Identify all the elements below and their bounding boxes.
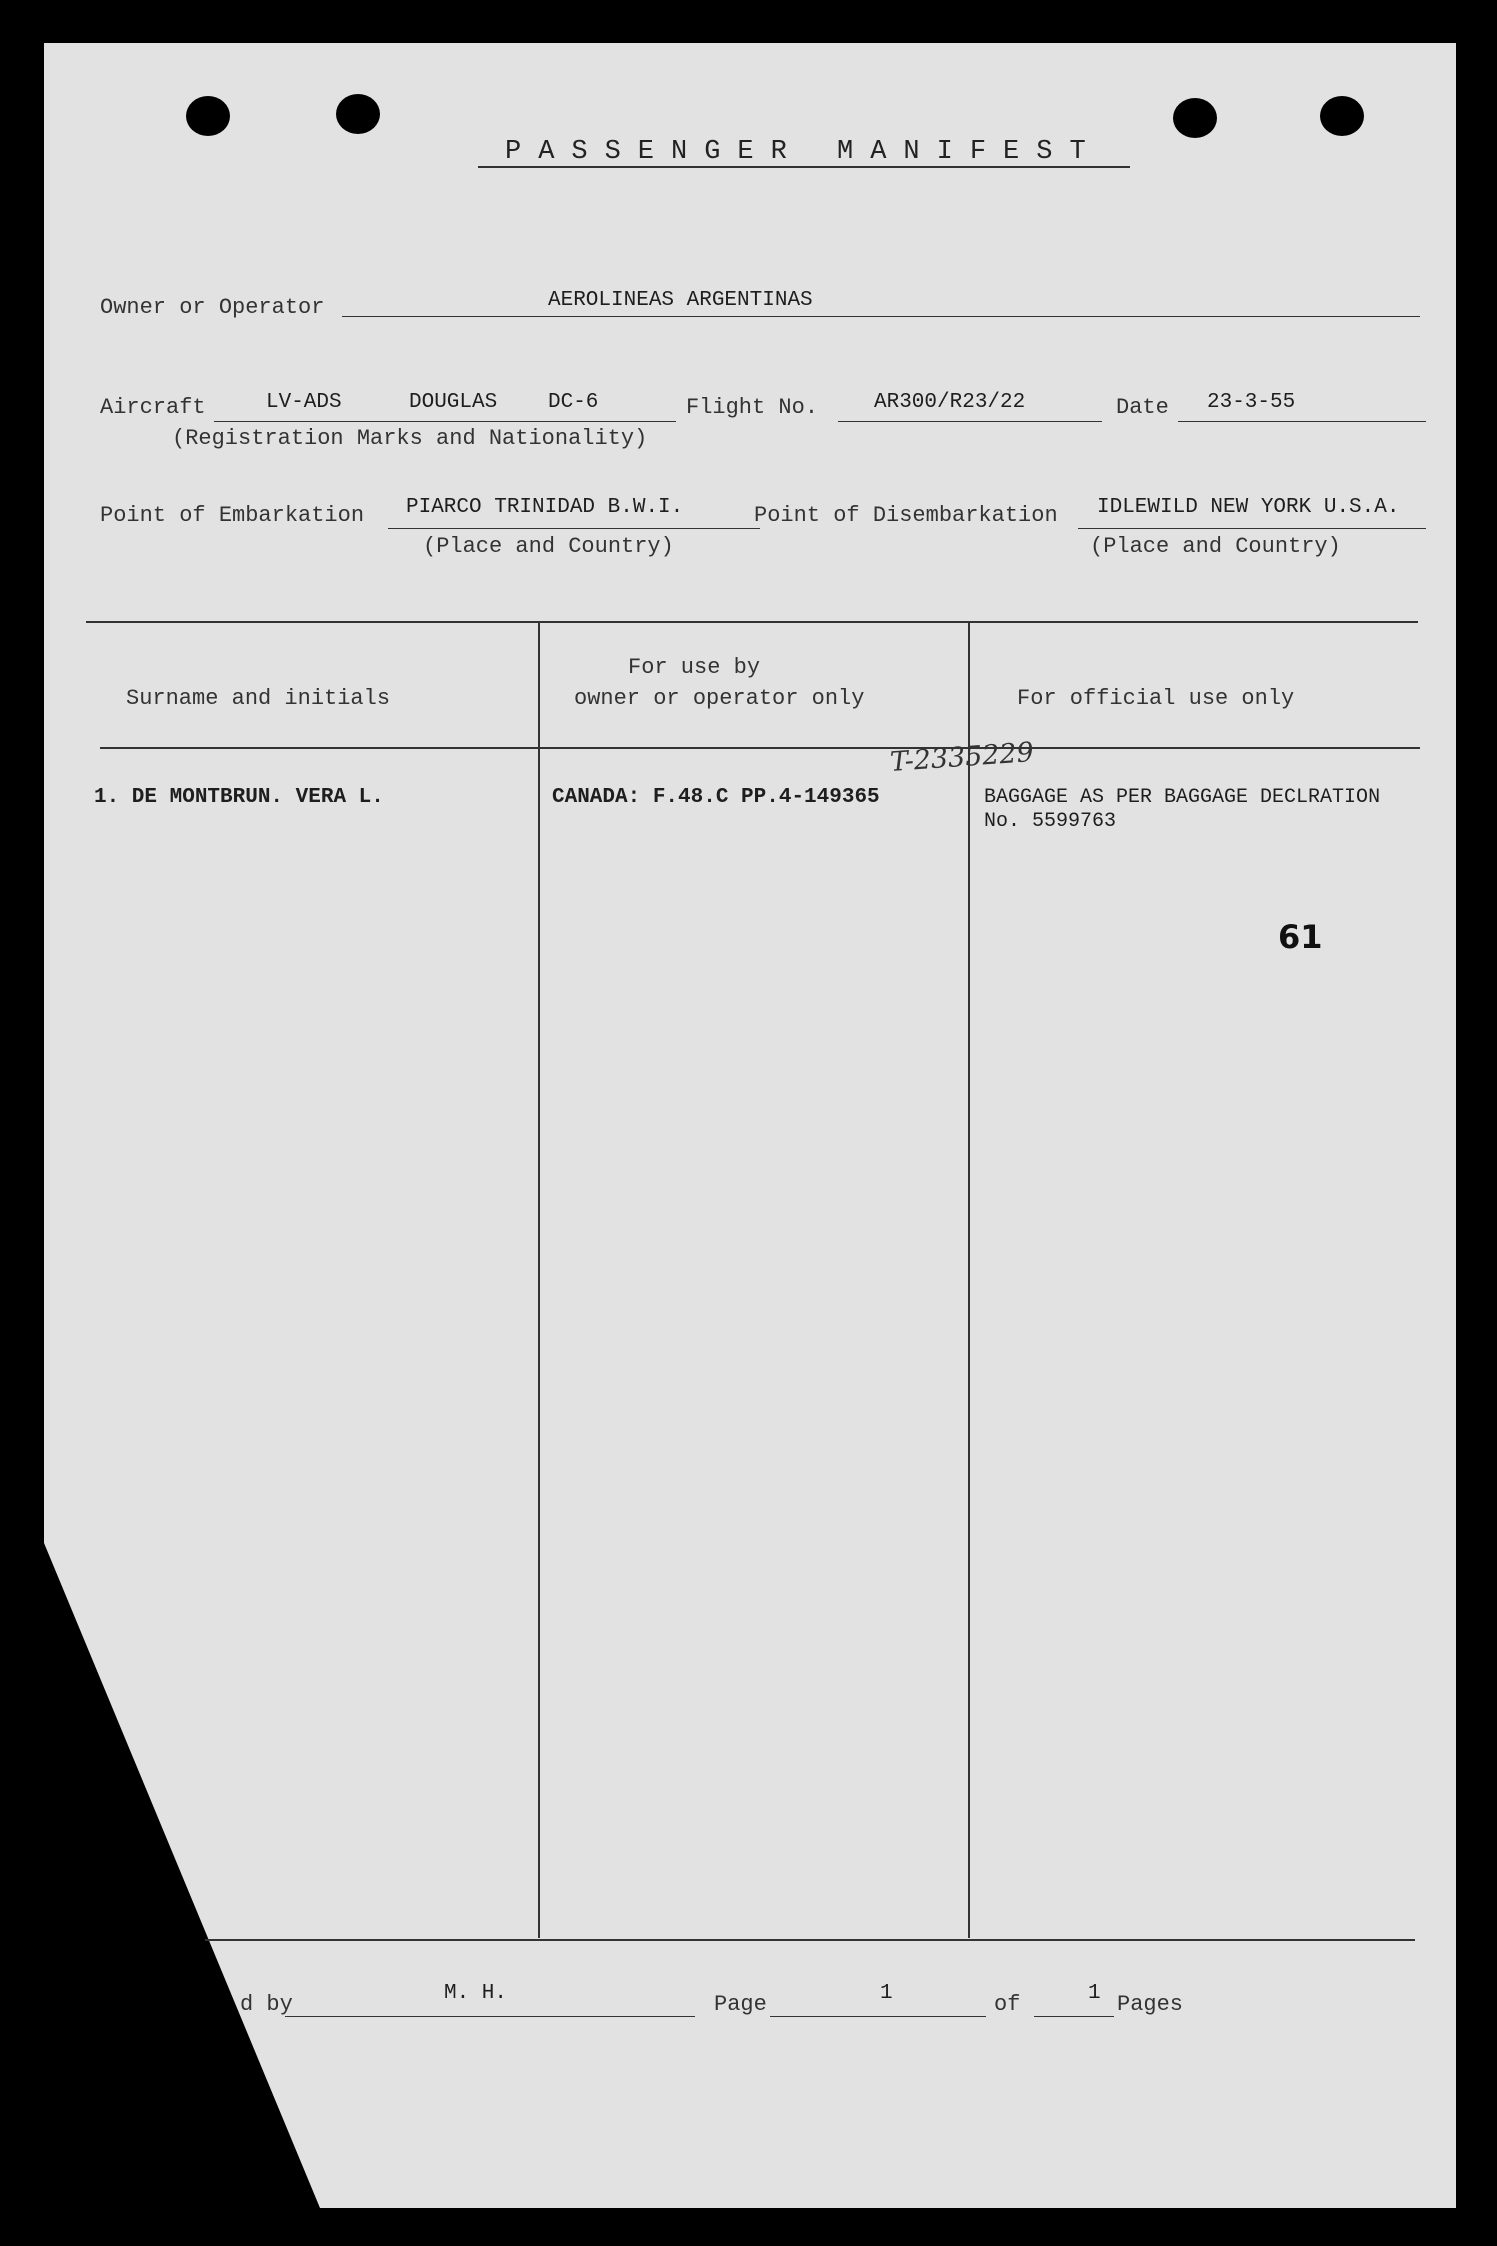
title-underline [478,166,1130,168]
table-top-rule [86,621,1418,623]
punch-hole [1320,96,1364,136]
passenger-name: 1. DE MONTBRUN. VERA L. [94,786,384,809]
disembarkation-caption: (Place and Country) [1090,534,1341,559]
aircraft-line [214,421,676,422]
table-divider-2 [968,622,970,1938]
total-pages: 1 [1088,1982,1101,2005]
aircraft-model: DC-6 [548,391,599,414]
flight-label: Flight No. [686,395,819,420]
disembarkation-value: IDLEWILD NEW YORK U.S.A. [1097,496,1400,519]
header-official: For official use only [1017,686,1295,711]
pages-label: Pages [1117,1992,1184,2017]
header-owner-line2: owner or operator only [574,686,865,711]
punch-hole [1173,98,1217,138]
embarkation-caption: (Place and Country) [423,534,674,559]
table-header-rule [100,747,1420,749]
date-label: Date [1116,395,1169,420]
embarkation-value: PIARCO TRINIDAD B.W.I. [406,496,684,519]
date-line [1178,421,1426,422]
page-value: 1 [880,1982,893,2005]
embarkation-line [388,528,760,529]
aircraft-make: DOUGLAS [409,391,498,414]
stamp-number: 61 [1278,918,1323,956]
page-label: Page [714,1992,767,2017]
date-value: 23-3-55 [1207,391,1296,414]
handwritten-note: T-2335229 [889,737,1035,778]
table-divider-1 [538,622,540,1938]
owner-line [342,316,1420,317]
signed-label: d by [240,1992,293,2017]
punch-hole [336,94,380,134]
aircraft-label: Aircraft [100,395,206,420]
embarkation-label: Point of Embarkation [100,503,365,528]
header-surname: Surname and initials [126,686,391,711]
total-pages-line [1034,2016,1114,2017]
of-label: of [994,1992,1021,2017]
passenger-document: CANADA: F.48.C PP.4-149365 [552,786,880,809]
manifest-sheet [44,43,1456,2208]
disembarkation-label: Point of Disembarkation [754,503,1058,528]
aircraft-caption: (Registration Marks and Nationality) [172,426,648,451]
official-note-line1: BAGGAGE AS PER BAGGAGE DECLRATION [984,786,1381,809]
header-owner-line1: For use by [628,655,761,680]
official-note-line2: No. 5599763 [984,810,1117,833]
disembarkation-line [1078,528,1426,529]
signed-line [285,2016,695,2017]
page-line [770,2016,986,2017]
flight-value: AR300/R23/22 [874,391,1026,414]
document-title: PASSENGER MANIFEST [505,137,1103,167]
footer-rule [205,1939,1415,1941]
signed-value: M. H. [444,1982,508,2005]
owner-value: AEROLINEAS ARGENTINAS [548,289,813,312]
aircraft-registration: LV-ADS [266,391,342,414]
punch-hole [186,96,230,136]
owner-label: Owner or Operator [100,295,325,320]
flight-line [838,421,1102,422]
